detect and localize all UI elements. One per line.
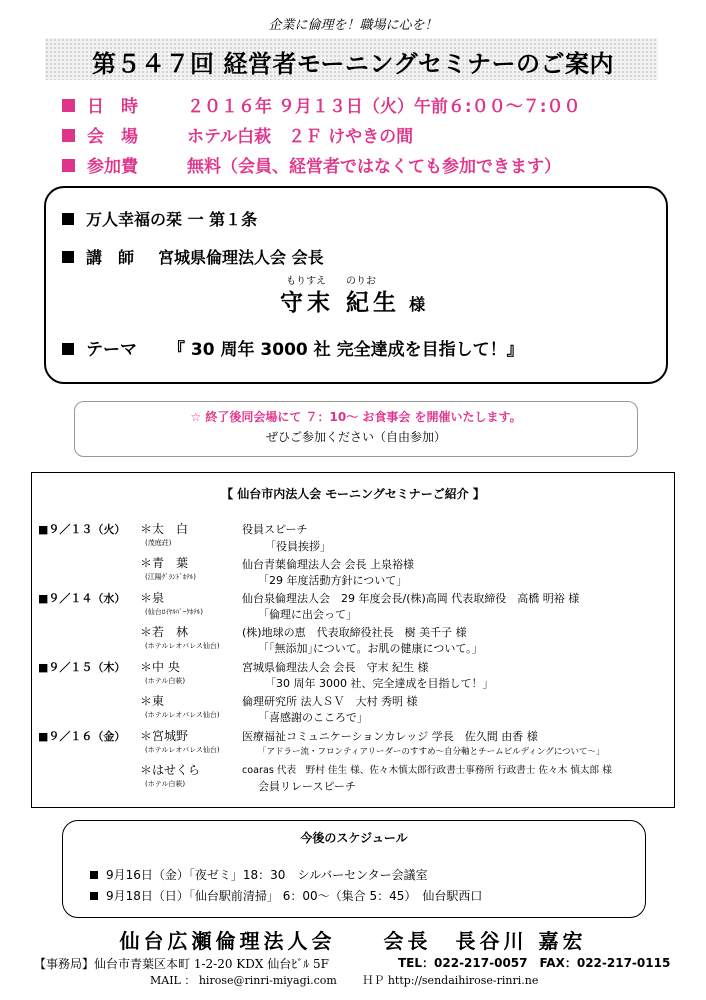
schedule-item: 9月16日（金）「夜ゼミ」18：30 シルバーセンター会議室: [90, 866, 428, 883]
row-venue: (ホテルレオパレス仙台): [145, 711, 220, 719]
row-name: ＊はせくら: [140, 763, 201, 777]
info-value: 無料（会員、経営者ではなくても参加できます）: [187, 157, 561, 177]
office-address: 【事務局】仙台市青葉区本町 1-2-20 KDX 仙台ﾋﾞﾙ 5F: [34, 957, 329, 971]
row-venue: (江陽ｸﾞﾗﾝﾄﾞﾎﾃﾙ): [145, 573, 196, 581]
row-date: ■９／１３（火）: [38, 523, 126, 536]
row-speaker: 役員スピーチ: [242, 523, 308, 536]
row-speaker: coaras 代表 野村 佳生 様、佐々木慎太郎行政書士事務所 行政書士 佐々木 慎太郎 様: [242, 765, 612, 776]
future-schedule-title: 今後のスケジュール: [300, 831, 408, 845]
row-name: ＊東: [140, 694, 165, 708]
row-speaker: 倫理研究所 法人ＳＶ 大村 秀明 様: [242, 695, 418, 708]
bullet-square-icon: [90, 892, 98, 900]
schedule-item: 9月18日（日）「仙台駅前清掃」 6：00～（集合 5：45） 仙台駅西口: [90, 887, 482, 904]
row-date: ■９／１４（水）: [38, 592, 126, 605]
tagline: 企業に倫理を！職場に心を！: [268, 18, 438, 33]
row-name: ＊泉: [140, 591, 165, 605]
row-topic: 会員リレースピーチ: [258, 780, 357, 793]
row-venue: (ホテル白萩): [145, 780, 186, 788]
page-title: 第５４７回 経営者モーニングセミナーのご案内: [92, 50, 614, 78]
info-value: ホテル白萩 ２Ｆ けやきの間: [187, 127, 414, 147]
row-speaker: 医療福祉コミュニケーションカレッジ 学長 佐久間 由香 様: [242, 730, 538, 743]
theme-text: 『 30 周年 3000 社 完全達成を目指して！』: [168, 340, 524, 360]
info-label: 日 時: [87, 97, 138, 117]
theme-label: テーマ: [86, 340, 137, 360]
row-name: ＊太 白: [140, 522, 189, 536]
row-venue: (茂庭荘): [145, 539, 172, 547]
meal-note: ぜひご参加ください（自由参加）: [265, 430, 446, 444]
meal-announcement: ☆ 終了後同会場にて ７：10～ お食事会 を開催いたします。: [190, 410, 522, 424]
speaker-name: 守末 紀生: [280, 290, 401, 316]
info-value: ２０１６年 ９月１３日（火）午前６:００～７:００: [187, 97, 581, 117]
info-label: 会 場: [87, 127, 138, 147]
speaker-label: 講 師: [86, 248, 135, 267]
bullet-square-icon: [90, 871, 98, 879]
lecture-theme: [62, 335, 524, 360]
info-venue: [62, 122, 413, 147]
bullet-square-icon: [62, 251, 74, 263]
row-speaker: 宮城県倫理法人会 会長 守末 紀生 様: [242, 661, 429, 674]
row-speaker: (株)地球の恵 代表取締役社長 樹 美千子 様: [242, 626, 467, 639]
row-date: ■９／１６（金）: [38, 730, 126, 743]
row-name: ＊青 葉: [140, 556, 189, 570]
lecture-subject: 万人幸福の栞 一 第１条: [62, 207, 257, 230]
speaker-name-row: [280, 284, 425, 317]
row-venue: (ホテルレオパレス仙台): [145, 746, 220, 754]
row-venue: (仙台ﾛｲﾔﾙﾊﾟｰｸﾎﾃﾙ): [145, 608, 203, 616]
organization-name: 仙台広瀬倫理法人会 会長 長谷川 嘉宏: [119, 929, 587, 953]
speaker-ruby: もりすえ のりお: [286, 276, 376, 287]
row-venue: (ホテルレオパレス仙台): [145, 642, 220, 650]
row-topic: 「30 周年 3000 社、完全達成を目指して！」: [265, 677, 494, 690]
row-speaker: 仙台泉倫理法人会 29 年度会長/(株)高岡 代表取締役 高橋 明裕 様: [242, 592, 580, 605]
row-topic: 「倫理に出会って」: [258, 608, 357, 621]
row-topic: 「アドラー流・フロンティアリーダーのすすめ～自分軸とチームビルディングについて～」: [258, 747, 605, 757]
row-topic: 「29 年度活動方針について」: [258, 574, 408, 587]
bullet-square-icon: [62, 129, 75, 142]
speaker-org: 宮城県倫理法人会 会長: [158, 248, 324, 267]
info-datetime: [62, 92, 581, 117]
seminar-list-title: 【 仙台市内法人会 モーニングセミナーご紹介 】: [221, 487, 485, 501]
lecture-speaker-row: [62, 245, 324, 268]
info-label: 参加費: [87, 157, 138, 177]
row-topic: 「｢無添加｣について。お肌の健康について。」: [258, 642, 483, 655]
bullet-square-icon: [62, 213, 74, 225]
contact-mail: MAIL ： hirose@rinri-miyagi.com ＨＰ http://sendaihirose-rinri.ne: [150, 974, 539, 987]
row-venue: (ホテル白萩): [145, 677, 186, 685]
row-name: ＊宮城野: [140, 729, 189, 743]
row-topic: 「喜感謝のこころで」: [258, 711, 368, 724]
bullet-square-icon: [62, 159, 75, 172]
row-speaker: 仙台青葉倫理法人会 会長 上泉裕様: [242, 558, 414, 571]
row-name: ＊若 林: [140, 625, 189, 639]
row-topic: 「役員挨拶」: [265, 540, 331, 553]
bullet-square-icon: [62, 343, 74, 355]
speaker-suffix: 様: [409, 295, 426, 314]
bullet-square-icon: [62, 99, 75, 112]
info-fee: [62, 152, 561, 177]
contact-phone: TEL：022-217-0057 FAX：022-217-0115: [398, 956, 671, 970]
row-date: ■９／１５（木）: [38, 661, 126, 674]
row-name: ＊中 央: [140, 660, 180, 674]
